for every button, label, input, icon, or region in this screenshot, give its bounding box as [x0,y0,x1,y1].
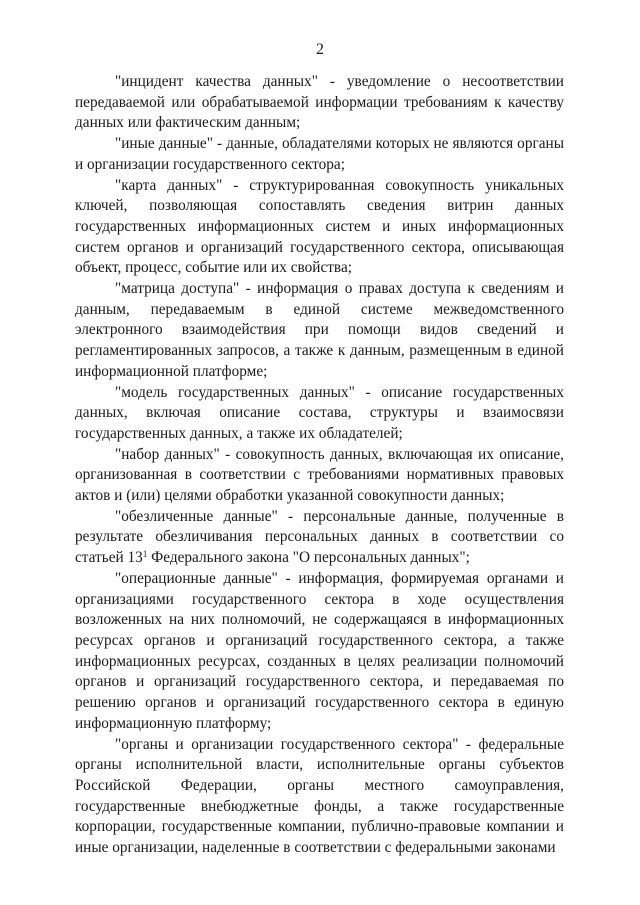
anonymized-data-text-before: "обезличенные данные" - персональные данные, полученные в результате обезличивания персональных данных в соответствии со статьей 13 [75,507,564,567]
definition-anonymized-data [75,507,564,569]
definition-access-matrix: "матрица доступа" - информация о правах доступа к сведениям и данным, передаваемым в единой системе межведомственного электронного взаимодействия при помощи видов сведений и регламентированных запросов, а также к данным, размещенным в единой информационной платформе; [75,280,564,380]
definition-data-map: "карта данных" - структурированная совокупность уникальных ключей, позволяющая сопоставлять сведения витрин данных государственных информационных систем и иных информационных систем органов и организаций государственного сектора, описывающая объект, процесс, событие или их свойства; [75,176,564,277]
definition-operational-data: "операционные данные" - информация, формируемая органами и организациями государственного сектора в ходе осуществления возложенных на них полномочий, не содержащаяся в информационных ресурсах органов и организаций государственного сектора, а также информационных ресурсах, созданных в целях реализации полномочий органов и организаций государственного сектора, и передаваемая по решению органов и организаций государственного сектора в единую информационную платформу; [75,569,564,732]
definition-public-sector-bodies: "органы и организации государственного сектора" - федеральные органы исполнительной власти, исполнительные органы субъектов Российской Федерации, органы местного самоуправления, государственные внебюджетные фонды, а также государственные корпорации, государственные компании, публично-правовые компании и иные организации, наделенные в соответствии с федеральными законами [75,735,564,857]
document-body [75,72,564,859]
anonymized-data-text-after: Федерального закона "О персональных данных"; [147,549,470,567]
definition-data-quality-incident: "инцидент качества данных" - уведомление о несоответствии передаваемой или обрабатываемой информации требованиям к качеству данных или фактическим данным; [75,73,564,132]
definition-state-data-model: "модель государственных данных" - описание государственных данных, включая описание состава, структуры и взаимосвязи государственных данных, а также их обладателей; [75,383,564,442]
definition-other-data: "иные данные" - данные, обладателями которых не являются органы и организации государственного сектора; [75,135,564,173]
article-superscript: 1 [142,549,148,560]
definition-dataset: "набор данных" - совокупность данных, включающая их описание, организованная в соответствии с требованиями нормативных правовых актов и (или) целями обработки указанной совокупности данных; [75,445,564,505]
page-number: 2 [316,41,324,58]
